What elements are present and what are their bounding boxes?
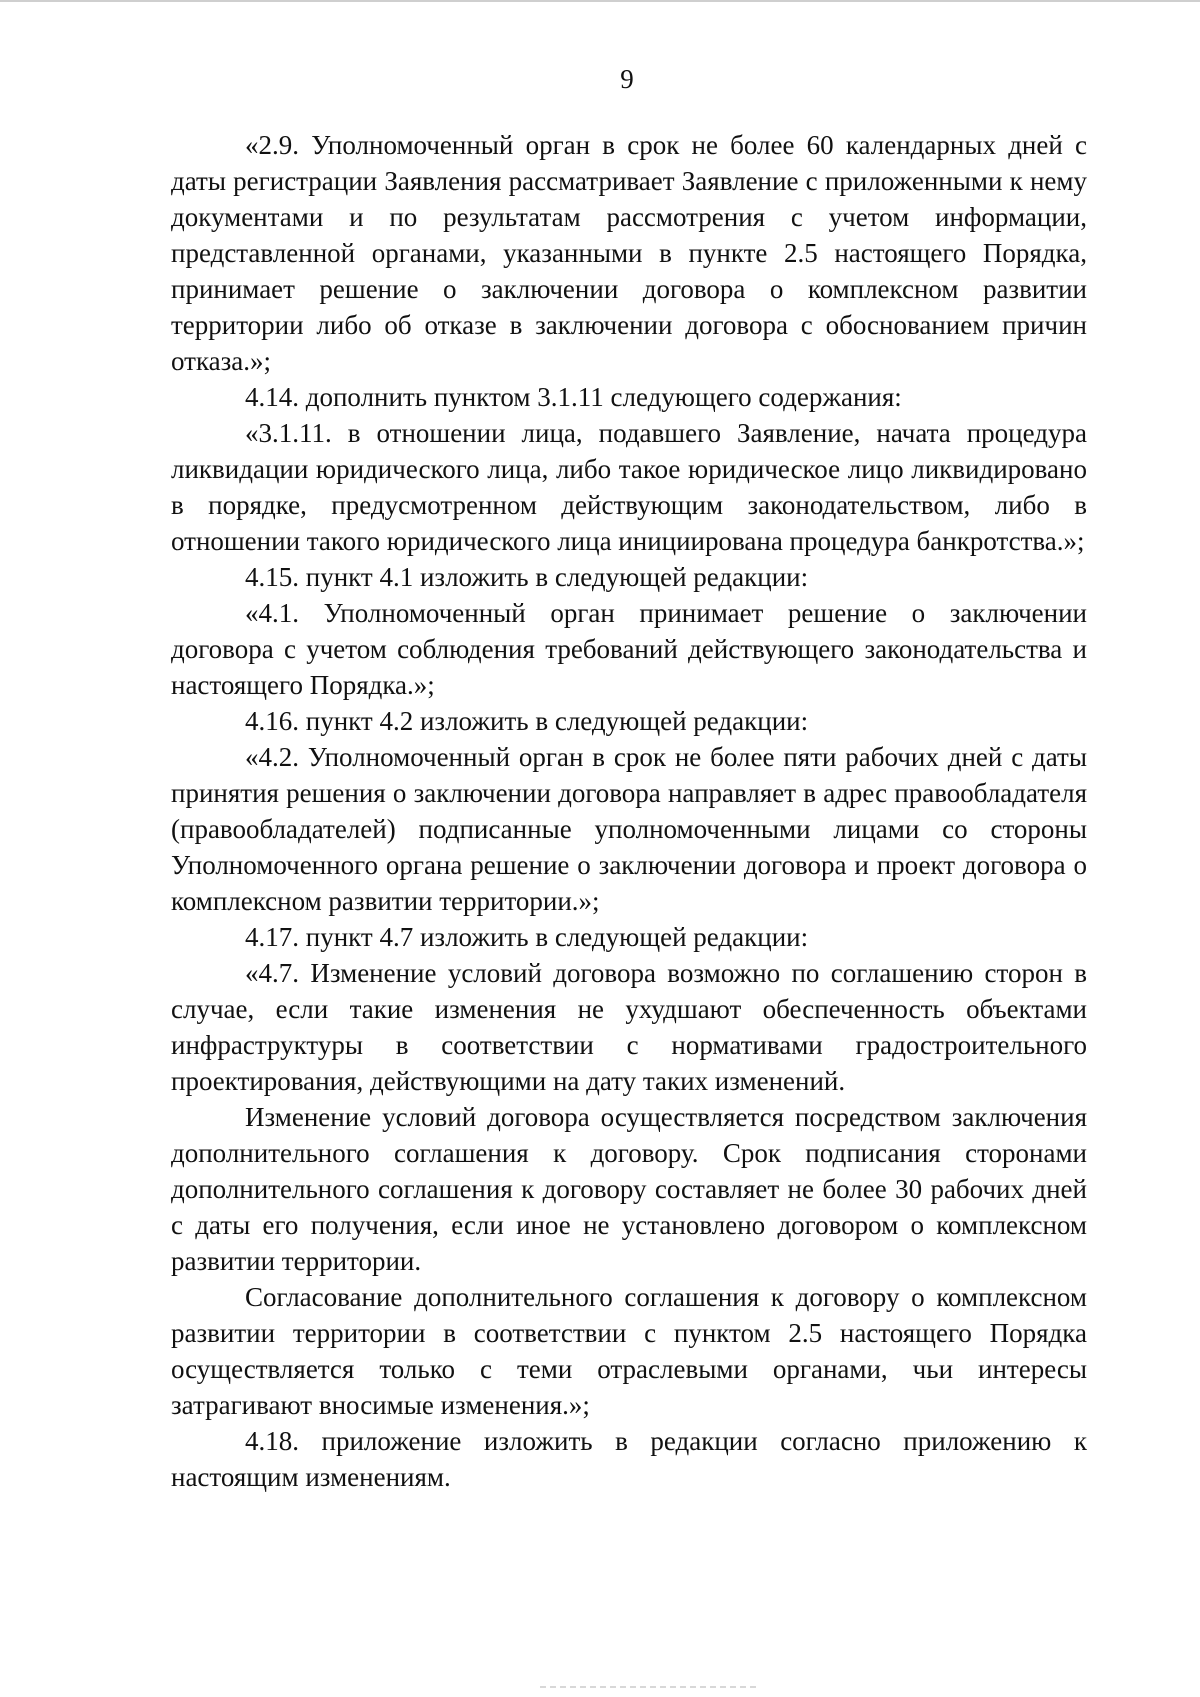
paragraph-4-7-amendment-procedure: Изменение условий договора осуществляется посредством заключения дополнительного соглашения к договору. Срок подписания сторонами дополнительного соглашения к договору составляет не более 30 рабочих дней с даты его получения, если иное не установлено договором о комплексном развитии территории. xyxy=(171,1102,1087,1276)
paragraph-2-9: «2.9. Уполномоченный орган в срок не более 60 календарных дней с даты регистрации Заявления рассматривает Заявление с приложенными к нему документами и по результатам рассмотрения с учетом информации, представленной органами, указанными в пункте 2.5 настоящего Порядка, принимает решение о заключении договора о комплексном развитии территории либо об отказе в заключении договора с обоснованием причин отказа.»; xyxy=(171,130,1087,376)
page-edge-divider xyxy=(0,0,1200,2)
paragraph-4-15: 4.15. пункт 4.1 изложить в следующей редакции: xyxy=(245,562,809,592)
document-body xyxy=(171,127,1087,1495)
paragraph-4-7-approval: Согласование дополнительного соглашения к договору о комплексном развитии территории в соответствии с пунктом 2.5 настоящего Порядка осуществляется только с теми отраслевыми органами, чьи интересы затрагивают вносимые изменения.»; xyxy=(171,1282,1087,1420)
paragraph-3-1-11: «3.1.11. в отношении лица, подавшего Заявление, начата процедура ликвидации юридического лица, либо такое юридическое лицо ликвидировано в порядке, предусмотренном действующим законодательством, либо в отношении такого юридического лица инициирована процедура банкротства.»; xyxy=(171,418,1087,556)
paragraph-4-16: 4.16. пункт 4.2 изложить в следующей редакции: xyxy=(245,706,809,736)
paragraph-4-1: «4.1. Уполномоченный орган принимает решение о заключении договора с учетом соблюдения требований действующего законодательства и настоящего Порядка.»; xyxy=(171,598,1087,700)
scan-artifact-line xyxy=(540,1686,760,1688)
paragraph-4-18: 4.18. приложение изложить в редакции согласно приложению к настоящим изменениям. xyxy=(171,1426,1087,1492)
paragraph-4-2: «4.2. Уполномоченный орган в срок не более пяти рабочих дней с даты принятия решения о заключении договора направляет в адрес правообладателя (правообладателей) подписанные уполномоченными лицами со стороны Уполномоченного органа решение о заключении договора и проект договора о комплексном развитии территории.»; xyxy=(171,742,1087,916)
paragraph-4-7: «4.7. Изменение условий договора возможно по соглашению сторон в случае, если такие изменения не ухудшают обеспеченность объектами инфраструктуры в соответствии с нормативами градостроительного проектирования, действующими на дату таких изменений. xyxy=(171,958,1087,1096)
paragraph-4-14: 4.14. дополнить пунктом 3.1.11 следующего содержания: xyxy=(245,382,902,412)
paragraph-4-17: 4.17. пункт 4.7 изложить в следующей редакции: xyxy=(245,922,809,952)
page-number: 9 xyxy=(620,64,634,94)
